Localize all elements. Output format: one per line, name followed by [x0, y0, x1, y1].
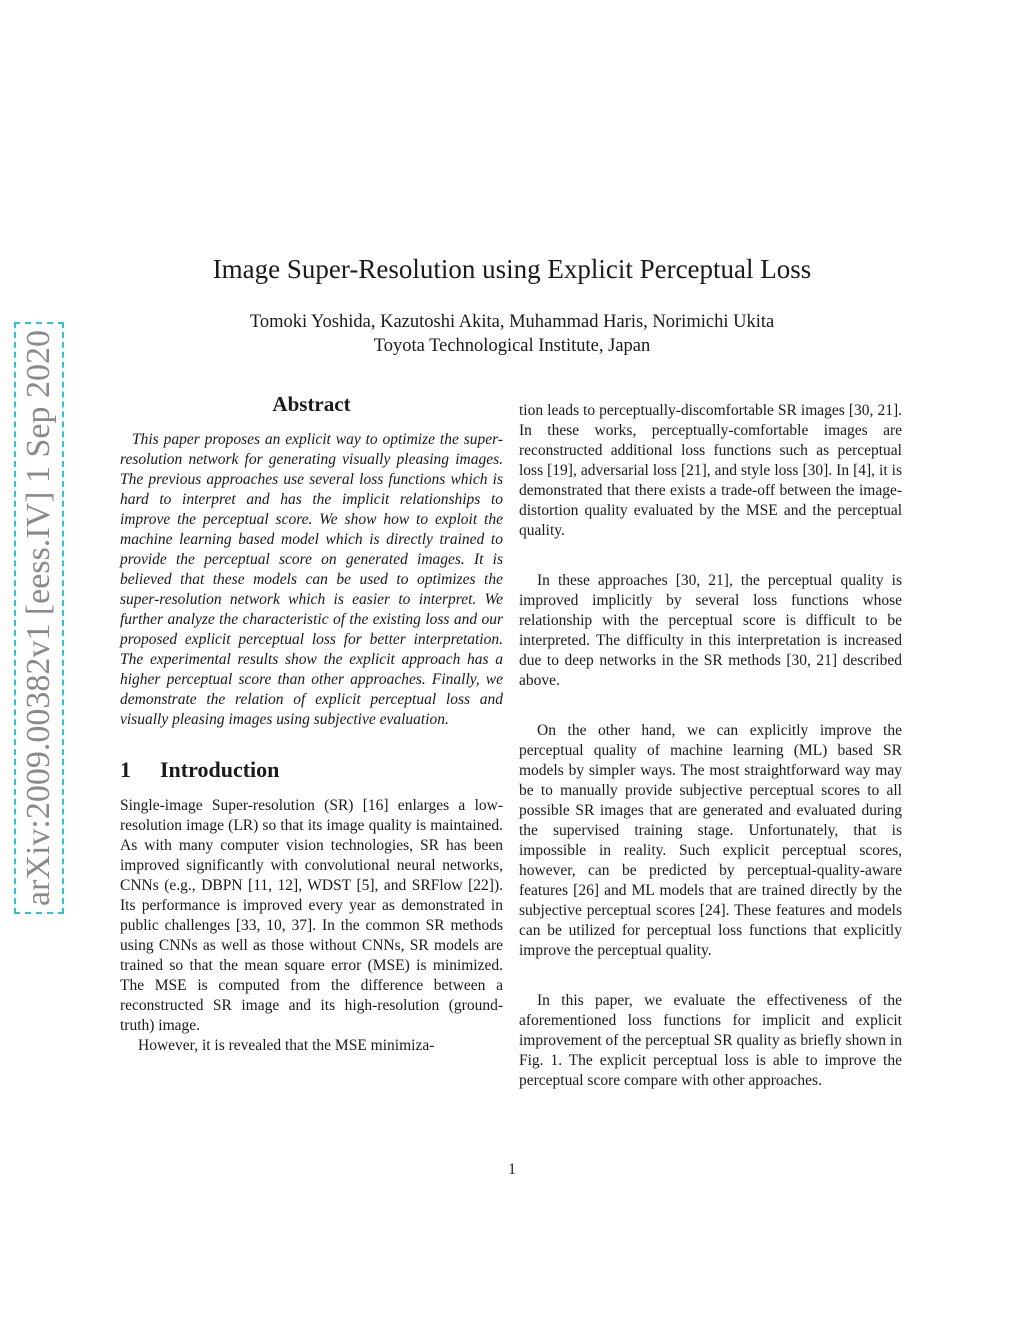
abstract-heading: Abstract: [272, 392, 351, 416]
arxiv-stamp: [14, 322, 64, 914]
right-paragraph-4: In this paper, we evaluate the effectiveness of the aforementioned loss functions for implicit and explicit improvement of the perceptual SR quality as briefly shown in Fig. 1. The explicit perceptual loss is able to improve the perceptual score compare with other approaches.: [519, 992, 902, 1089]
intro-paragraph-1: Single-image Super-resolution (SR) [16] enlarges a low-resolution image (LR) so that its image quality is maintained. As with many computer vision technologies, SR has been improved significantly with convolutional neural networks, CNNs (e.g., DBPN [11, 12], WDST [5], and SRFlow [22]). Its performance is improved every year as demonstrated in public challenges [33, 10, 37]. In the common SR methods using CNNs as well as those without CNNs, SR models are trained so that the mean square error (MSE) is minimized. The MSE is computed from the difference between a reconstructed SR image and its high-resolution (ground-truth) image.: [120, 797, 503, 1034]
page-number: 1: [508, 1161, 516, 1178]
author-block: [0, 310, 1024, 358]
right-paragraph-2: In these approaches [30, 21], the perceptual quality is improved implicitly by several loss functions whose relationship with the perceptual score is difficult to be interpreted. The difficulty in this interpretation is increased due to deep networks in the SR methods [30, 21] described above.: [519, 572, 902, 689]
right-paragraph-1: tion leads to perceptually-discomfortable SR images [30, 21]. In these works, perceptually-comfortable images are reconstructed additional loss functions such as perceptual loss [19], adversarial loss [21], and style loss [30]. In [4], it is demonstrated that there exists a trade-off between the image-distortion quality evaluated by the MSE and the perceptual quality.: [519, 402, 902, 539]
section-heading-introduction: [120, 757, 503, 782]
abstract-paragraph: This paper proposes an explicit way to optimize the super-resolution network for generating visually pleasing images. The previous approaches use several loss functions which is hard to interpret and has the implicit relationships to improve the perceptual score. We show how to exploit the machine learning based model which is directly trained to provide the perceptual score on generated images. It is believed that these models can be used to optimizes the super-resolution network which is easier to interpret. We further analyze the characteristic of the existing loss and our proposed explicit perceptual loss for better interpretation. The experimental results show the explicit approach has a higher perceptual score than other approaches. Finally, we demonstrate the relation of explicit perceptual loss and visually pleasing images using subjective evaluation.: [120, 431, 503, 728]
abstract-body: [120, 430, 503, 730]
author-list: Tomoki Yoshida, Kazutoshi Akita, Muhammad Haris, Norimichi Ukita: [249, 312, 775, 332]
right-column: [519, 401, 902, 1121]
left-column: [120, 394, 503, 1056]
right-paragraph-3: On the other hand, we can explicitly improve the perceptual quality of machine learning (ML) based SR models by simpler ways. The most straightforward way may be to manually provide subjective perceptual scores to all possible SR images that are generated and evaluated during the supervised training stage. Unfortunately, that is impossible in reality. Such explicit perceptual scores, however, can be predicted by perceptual-quality-aware features [26] and ML models that are trained directly by the subjective perceptual scores [24]. These features and models can be utilized for perceptual loss functions that explicitly improve the perceptual quality.: [519, 722, 902, 959]
affiliation: Toyota Technological Institute, Japan: [373, 336, 651, 356]
paper-title: Image Super-Resolution using Explicit Perceptual Loss: [212, 254, 812, 284]
section-title: Introduction: [160, 757, 280, 782]
arxiv-stamp-text: arXiv:2009.00382v1 [eess.IV] 1 Sep 2020: [20, 329, 57, 907]
section-number: 1: [120, 757, 131, 782]
intro-paragraph-2: However, it is revealed that the MSE minimiza-: [138, 1037, 435, 1054]
